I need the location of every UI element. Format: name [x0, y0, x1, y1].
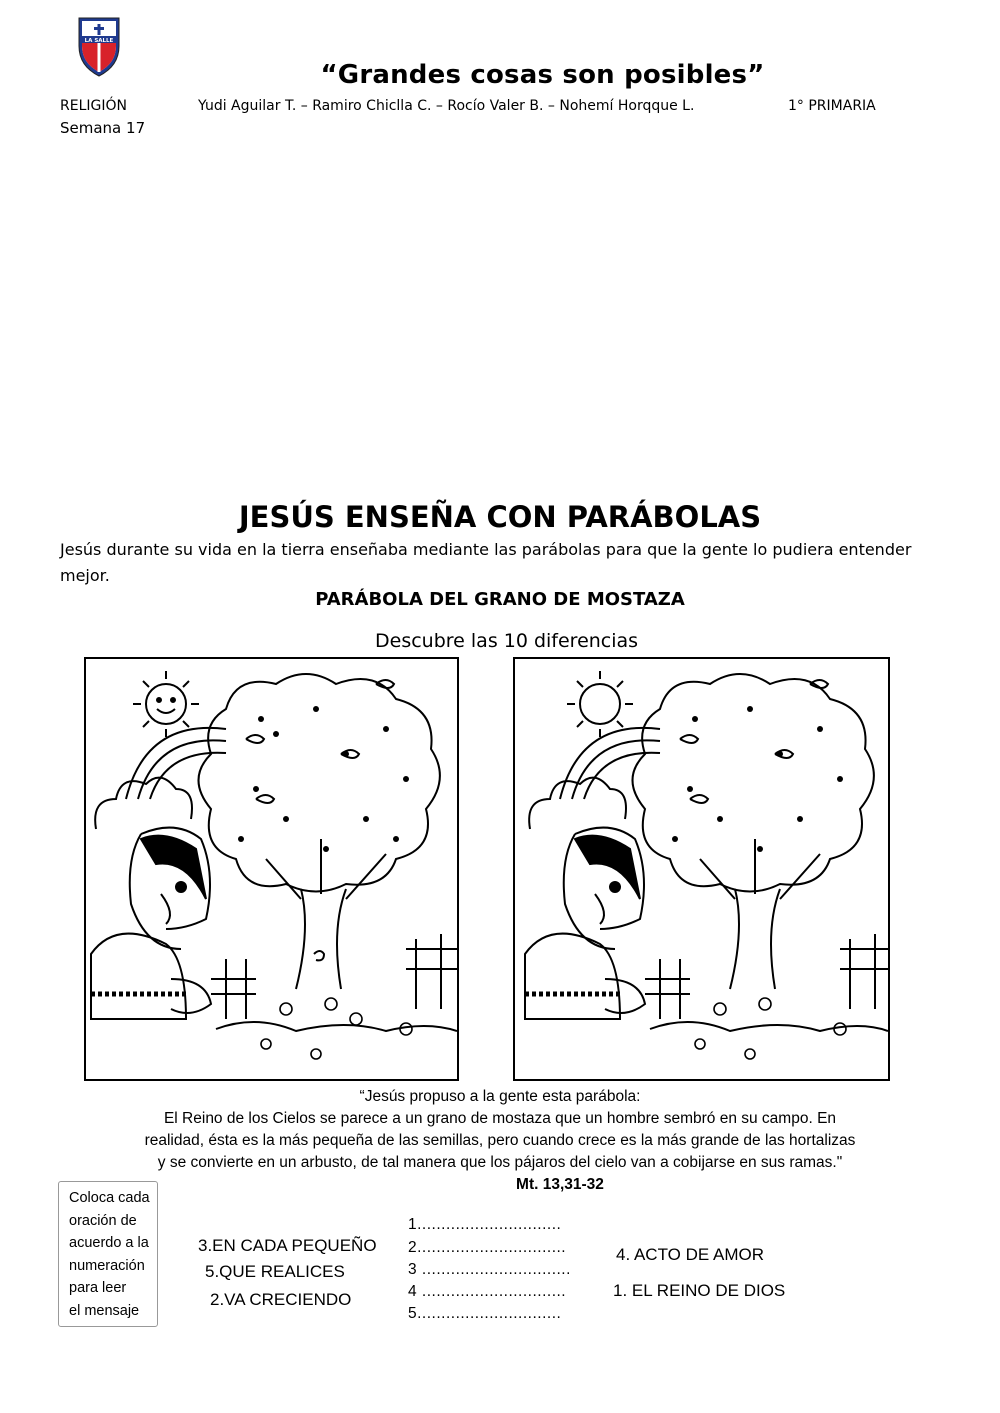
grade-label: 1° PRIMARIA [788, 98, 876, 114]
answer-line-3[interactable]: 3 ............................... [408, 1261, 571, 1278]
phrase-4: 4. ACTO DE AMOR [616, 1245, 765, 1264]
subject-label: RELIGIÓN [60, 98, 127, 114]
answer-line-1[interactable]: 1.............................. [408, 1216, 562, 1233]
phrase-3: 3.EN CADA PEQUEÑO [198, 1236, 377, 1255]
activity-title: Descubre las 10 diferencias [375, 630, 639, 652]
motto: “Grandes cosas son posibles” [320, 60, 765, 90]
phrase-5: 5.QUE REALICES [205, 1262, 345, 1281]
drawing-panel-right [513, 657, 890, 1081]
phrase-1: 1. EL REINO DE DIOS [613, 1281, 786, 1300]
instruction-box [58, 1181, 158, 1327]
answer-line-5[interactable]: 5.............................. [408, 1305, 562, 1322]
instruction-line: el mensaje [69, 1302, 140, 1319]
answer-line-4[interactable]: 4 .............................. [408, 1283, 567, 1300]
page-title: JESÚS ENSEÑA CON PARÁBOLAS [238, 500, 762, 534]
quote-line: y se convierte en un arbusto, de tal manera que los pájaros del cielo van a cobijarse en sus ramas." [157, 1154, 843, 1171]
instruction-line: oración de [69, 1212, 137, 1229]
week-label: Semana 17 [60, 119, 146, 137]
instruction-line: Coloca cada [69, 1190, 150, 1206]
quote-reference: Mt. 13,31-32 [516, 1176, 604, 1193]
bible-quote [100, 1086, 900, 1196]
quote-line: El Reino de los Cielos se parece a un grano de mostaza que un hombre sembró en su campo. En [163, 1110, 837, 1127]
phrase-2: 2.VA CRECIENDO [210, 1290, 352, 1309]
quote-line: “Jesús propuso a la gente esta parábola: [359, 1088, 641, 1105]
authors: Yudi Aguilar T. – Ramiro Chiclla C. – Rocío Valer B. – Nohemí Horqque L. [198, 98, 695, 114]
answer-line-2[interactable]: 2............................... [408, 1239, 567, 1256]
parable-subtitle: PARÁBOLA DEL GRANO DE MOSTAZA [315, 589, 685, 610]
intro-text: Jesús durante su vida en la tierra enseñaba mediante las parábolas para que la gente lo pudiera entender mejor. [60, 540, 912, 585]
logo-text: LA SALLE [84, 38, 114, 44]
instruction-line: acuerdo a la [69, 1235, 149, 1251]
instruction-line: numeración [69, 1257, 145, 1274]
instruction-line: para leer [69, 1280, 127, 1296]
drawing-panel-left [84, 657, 459, 1081]
quote-line: realidad, ésta es la más pequeña de las semillas, pero cuando crece es la más grande de las hortalizas [144, 1132, 856, 1149]
